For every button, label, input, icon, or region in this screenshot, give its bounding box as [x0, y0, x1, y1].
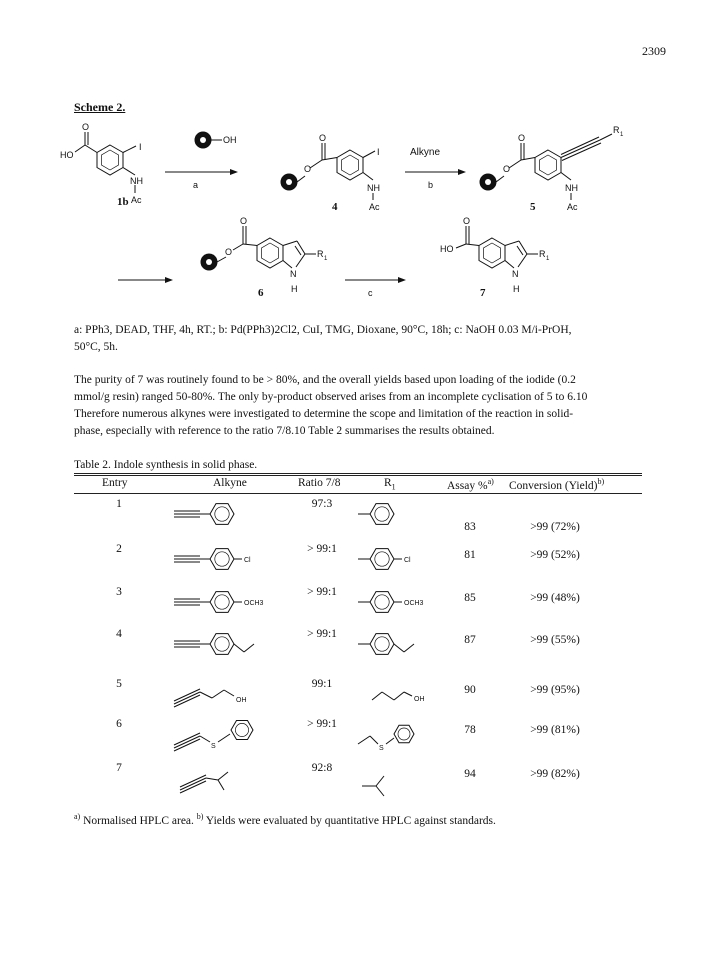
r1-subscript: 1: [620, 132, 624, 138]
oxygen-label: O: [304, 164, 312, 174]
nitrogen-label: N: [290, 269, 297, 279]
nh-label: NH: [565, 183, 578, 193]
alkyne-structure: [170, 582, 280, 622]
table-cell-ratio: 97:3: [311, 498, 333, 510]
col-header-alkyne: Alkyne: [213, 477, 247, 489]
r1-text: R: [384, 477, 392, 489]
acetyl-label: Ac: [369, 202, 380, 212]
r1-structure: [350, 674, 440, 714]
table-cell-ratio: > 99:1: [307, 718, 337, 730]
table-cell-ratio: > 99:1: [307, 628, 337, 640]
table-cell-conversion: >99 (52%): [530, 549, 580, 561]
hydroxyl-label: HO: [440, 244, 454, 254]
footnote-text: Yields were evaluated by quantitative HPLC against standards.: [203, 814, 496, 827]
conversion-footnote-mark: b): [597, 477, 605, 486]
hydroxyl-label: HO: [60, 150, 74, 160]
iodo-label: I: [139, 142, 142, 152]
substituent-label: OCH3: [244, 600, 264, 607]
oxygen-label: O: [240, 216, 248, 226]
footnote-text: Normalised HPLC area.: [80, 814, 197, 827]
alkyne-structure: [170, 714, 280, 754]
table-cell-entry: 3: [116, 586, 122, 598]
substituent-label: Cl: [404, 557, 411, 564]
r1-structure: [350, 624, 440, 664]
reaction-scheme: [0, 110, 711, 320]
footnote-mark: b): [196, 812, 204, 821]
page-number: 2309: [642, 44, 666, 58]
substituent-label: OH: [414, 696, 425, 703]
table-cell-entry: 4: [116, 628, 122, 640]
table-caption: Table 2. Indole synthesis in solid phase.: [74, 459, 258, 471]
table-cell-ratio: > 99:1: [307, 543, 337, 555]
substituent-label: OH: [236, 697, 247, 704]
col-header-r1: [384, 477, 396, 491]
oxygen-label: O: [503, 164, 511, 174]
alkyne-structure: [170, 624, 280, 664]
assay-text: Assay %: [447, 479, 488, 492]
table-cell-conversion: >99 (82%): [530, 768, 580, 780]
table-cell-ratio: 99:1: [311, 678, 333, 690]
col-header-entry: Entry: [102, 477, 128, 489]
substituent-label: OCH3: [404, 600, 424, 607]
table-cell-conversion: >99 (48%): [530, 592, 580, 604]
footnote-mark: a): [74, 812, 81, 821]
table-cell-assay: 78: [464, 724, 476, 736]
r1-structure: [350, 714, 440, 754]
r1-label: R: [613, 125, 620, 135]
table-cell-conversion: >99 (95%): [530, 684, 580, 696]
col-header-ratio: Ratio 7/8: [298, 477, 341, 489]
alkyne-structure: [170, 674, 280, 714]
compound-number: 5: [530, 201, 536, 213]
hydrogen-label: H: [513, 284, 520, 294]
table-cell-ratio: 92:8: [311, 762, 333, 774]
table-cell-entry: 2: [116, 543, 122, 555]
r1-structure: [350, 758, 440, 798]
r1-structure: [350, 539, 440, 579]
r1-subscript: 1: [546, 256, 550, 262]
table-footnote: [74, 812, 496, 827]
compound-number: 4: [332, 201, 338, 213]
conditions-line: 50°C, 5h.: [74, 341, 118, 353]
r1-subscript: 1: [324, 256, 328, 262]
alkyne-label: Alkyne: [410, 147, 441, 158]
scheme-title: Scheme 2.: [74, 100, 126, 114]
conditions-line: a: PPh3, DEAD, THF, 4h, RT.; b: Pd(PPh3)2Cl2, CuI, TMG, Dioxane, 90°C, 18h; c: NaOH 0.03 M/i-PrOH,: [74, 324, 572, 336]
table-cell-assay: 94: [464, 768, 476, 780]
oh-label: OH: [223, 135, 237, 145]
table-cell-conversion: >99 (72%): [530, 521, 580, 533]
oxygen-label: O: [463, 216, 471, 226]
r1-structure: [350, 582, 440, 622]
oxygen-label: O: [82, 122, 90, 132]
oxygen-label: O: [225, 247, 233, 257]
r1-subscript: 1: [391, 482, 396, 492]
compound-number: 6: [258, 287, 264, 299]
acetyl-label: Ac: [131, 195, 142, 205]
nh-label: NH: [130, 176, 143, 186]
table-cell-assay: 87: [464, 634, 476, 646]
substituent-label: S: [211, 743, 216, 750]
compound-number: 7: [480, 287, 486, 299]
paragraph-line: The purity of 7 was routinely found to be > 80%, and the overall yields based upon loading of the iodide (0.2: [74, 374, 576, 386]
oxygen-label: O: [319, 133, 327, 143]
alkyne-structure: [170, 758, 280, 798]
table-cell-entry: 1: [116, 498, 122, 510]
table-cell-conversion: >99 (55%): [530, 634, 580, 646]
table-top-rule: [74, 475, 642, 476]
table-cell-entry: 5: [116, 678, 122, 690]
col-header-conversion: [509, 477, 604, 492]
body-paragraph: [74, 372, 644, 440]
arrow-label: a: [193, 180, 199, 190]
arrow-label: b: [428, 180, 434, 190]
nitrogen-label: N: [512, 269, 519, 279]
r1-label: R: [539, 249, 546, 259]
table-cell-assay: 85: [464, 592, 476, 604]
assay-footnote-mark: a): [487, 477, 494, 486]
table-cell-assay: 81: [464, 549, 476, 561]
table-cell-entry: 7: [116, 762, 122, 774]
paragraph-line: phase, especially with reference to the ratio 7/8.10 Table 2 summarises the results obtained.: [74, 425, 495, 437]
alkyne-structure: [170, 539, 280, 579]
compound-number: 1b: [117, 196, 129, 208]
paragraph-line: Therefore numerous alkynes were investigated to determine the scope and limitation of the reaction in solid-: [74, 408, 574, 420]
nh-label: NH: [367, 183, 380, 193]
substituent-label: Cl: [244, 557, 251, 564]
table-cell-entry: 6: [116, 718, 122, 730]
table-cell-assay: 90: [464, 684, 476, 696]
acetyl-label: Ac: [567, 202, 578, 212]
conversion-text: Conversion (Yield): [509, 479, 598, 492]
table-cell-assay: 83: [464, 521, 476, 533]
reaction-conditions: [74, 322, 644, 356]
paragraph-line: mmol/g resin) ranged 50-80%. The only by-product observed arises from an incomplete cyclisation of 5 to 6.10: [74, 391, 588, 403]
hydrogen-label: H: [291, 284, 298, 294]
arrow-label: c: [368, 288, 373, 298]
table-cell-ratio: > 99:1: [307, 586, 337, 598]
table-top-rule: [74, 473, 642, 474]
alkyne-structure: [170, 494, 280, 534]
col-header-assay: [447, 477, 494, 492]
r1-structure: [350, 494, 440, 534]
r1-label: R: [317, 249, 324, 259]
table-cell-conversion: >99 (81%): [530, 724, 580, 736]
oxygen-label: O: [518, 133, 526, 143]
substituent-label: S: [379, 745, 384, 752]
iodo-label: I: [377, 147, 380, 157]
